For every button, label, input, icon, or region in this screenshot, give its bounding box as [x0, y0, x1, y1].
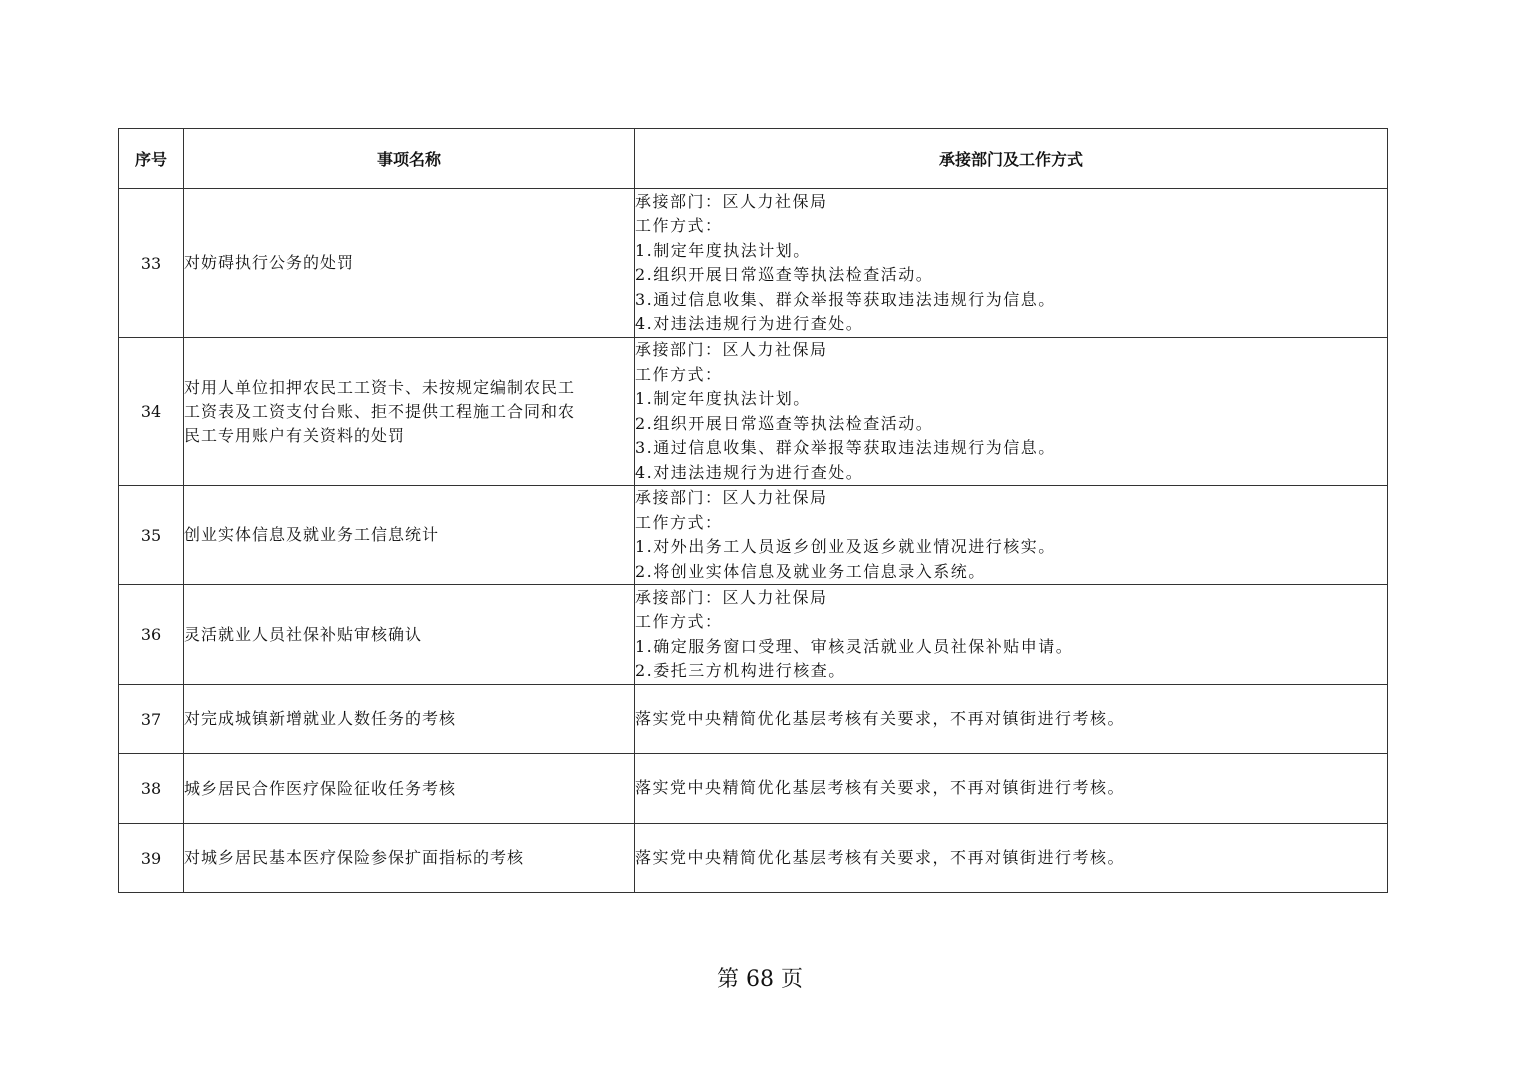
row-method-line: 工作方式：: [635, 512, 723, 532]
row-method: [635, 338, 1388, 486]
matters-table: [118, 128, 1388, 893]
row-method-line: 1.制定年度执法计划。: [635, 240, 811, 260]
row-name-line: 工资表及工资支付台账、拒不提供工程施工合同和农: [184, 401, 576, 421]
row-no: 34: [119, 338, 184, 486]
row-no: 36: [119, 585, 184, 685]
row-method-line: 2.组织开展日常巡查等执法检查活动。: [635, 265, 934, 284]
row-method-line: 承接部门：区人力社保局: [635, 191, 828, 211]
row-method-line: 承接部门：区人力社保局: [635, 488, 828, 507]
row-method-line: 工作方式：: [635, 216, 723, 235]
row-name-line: 对用人单位扣押农民工工资卡、未按规定编制农民工: [184, 377, 576, 397]
row-method-line: 3.通过信息收集、群众举报等获取违法违规行为信息。: [635, 438, 1056, 457]
row-name-line: 城乡居民合作医疗保险征收任务考核: [184, 778, 457, 798]
row-method-line: 2.委托三方机构进行核查。: [635, 661, 846, 680]
row-method-line: 承接部门：区人力社保局: [635, 587, 828, 607]
row-method: [635, 754, 1388, 824]
row-no: 39: [119, 824, 184, 893]
row-no: 35: [119, 486, 184, 585]
table-row: [119, 754, 1388, 824]
row-method-line: 工作方式：: [635, 612, 723, 631]
row-method: [635, 585, 1388, 685]
header-name: 事项名称: [184, 129, 635, 189]
row-method-line: 落实党中央精简优化基层考核有关要求，不再对镇街进行考核。: [635, 847, 1126, 867]
table-row: [119, 486, 1388, 585]
table-row: [119, 338, 1388, 486]
row-name: [184, 486, 635, 585]
table-row: [119, 685, 1388, 754]
row-no: 38: [119, 754, 184, 824]
table-header-row: [119, 129, 1388, 189]
row-name-line: 创业实体信息及就业务工信息统计: [184, 525, 440, 544]
row-name: [184, 824, 635, 893]
header-method: 承接部门及工作方式: [635, 129, 1388, 189]
row-method-line: 4.对违法违规行为进行查处。: [635, 314, 864, 333]
row-name: [184, 754, 635, 824]
row-no: 37: [119, 685, 184, 754]
page-number: 第 68 页: [717, 967, 803, 992]
table-row: [119, 824, 1388, 893]
row-method-line: 1.对外出务工人员返乡创业及返乡就业情况进行核实。: [635, 537, 1056, 556]
row-no: 33: [119, 189, 184, 338]
table-row: [119, 189, 1388, 338]
row-method: [635, 486, 1388, 585]
row-method-line: 3.通过信息收集、群众举报等获取违法违规行为信息。: [635, 289, 1056, 309]
row-method: [635, 824, 1388, 893]
row-name: [184, 685, 635, 754]
row-method: [635, 685, 1388, 754]
row-name: [184, 189, 635, 338]
row-name-line: 对完成城镇新增就业人数任务的考核: [184, 709, 457, 728]
header-no: 序号: [119, 129, 184, 189]
row-method-line: 落实党中央精简优化基层考核有关要求，不再对镇街进行考核。: [635, 778, 1126, 798]
row-method-line: 2.组织开展日常巡查等执法检查活动。: [635, 413, 934, 433]
row-name: [184, 585, 635, 685]
row-method-line: 工作方式：: [635, 364, 723, 384]
row-name: [184, 338, 635, 486]
row-method-line: 4.对违法违规行为进行查处。: [635, 462, 864, 482]
row-name-line: 对妨碍执行公务的处罚: [184, 253, 355, 272]
row-name-line: 对城乡居民基本医疗保险参保扩面指标的考核: [184, 848, 525, 867]
row-method-line: 承接部门：区人力社保局: [635, 340, 828, 359]
row-method-line: 1.制定年度执法计划。: [635, 389, 811, 408]
row-method-line: 1.确定服务窗口受理、审核灵活就业人员社保补贴申请。: [635, 636, 1074, 656]
row-name-line: 民工专用账户有关资料的处罚: [184, 425, 406, 445]
row-method-line: 落实党中央精简优化基层考核有关要求，不再对镇街进行考核。: [635, 708, 1126, 728]
row-method-line: 2.将创业实体信息及就业务工信息录入系统。: [635, 561, 986, 581]
row-method: [635, 189, 1388, 338]
table-row: [119, 585, 1388, 685]
row-name-line: 灵活就业人员社保补贴审核确认: [184, 624, 423, 644]
